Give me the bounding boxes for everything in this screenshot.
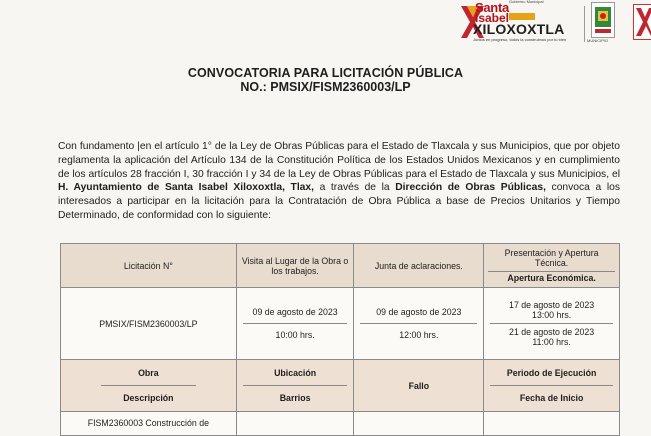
logo-subtagline: Juntos en progreso, todos la construimos por tu bien [473, 37, 567, 42]
para-ayuntamiento: H. Ayuntamiento de Santa Isabel Xiloxoxtla, Tlax, [58, 182, 314, 194]
header-descripcion: Descripción [123, 393, 174, 403]
header-junta: Junta de aclaraciones. [354, 244, 484, 288]
cell-obra: FISM2360003 Construcción de [61, 412, 237, 436]
ubicacion-divider [243, 385, 348, 386]
visita-fecha: 09 de agosto de 2023 [252, 307, 338, 317]
para-text-2: a través de la [314, 182, 396, 194]
cell-presentacion [484, 288, 620, 360]
visita-hora: 10:00 hrs. [275, 330, 315, 340]
header-obra-cell [61, 360, 237, 412]
secondary-x-logo-icon [633, 4, 651, 40]
header-divider [488, 271, 615, 272]
table-row [61, 288, 620, 360]
logo-xiloxotla-text: XILOXOXTLA [473, 21, 565, 37]
header-fecha-inicio: Fecha de Inicio [519, 393, 584, 403]
header-fallo: Fallo [354, 360, 484, 412]
table-row [61, 412, 620, 436]
header-visita: Visita al Lugar de la Obra o los trabajos. [236, 244, 354, 288]
junta-fecha: 09 de agosto de 2023 [376, 307, 462, 317]
header-obra: Obra [138, 368, 159, 378]
header-ubicacion-cell [236, 360, 354, 412]
cell-junta [354, 288, 484, 360]
header-licitacion: Licitación N° [61, 244, 237, 288]
junta-hora: 12:00 hrs. [399, 330, 439, 340]
logo-santa-text: Santa [475, 0, 509, 15]
periodo-divider [490, 385, 613, 386]
tecnica-fecha: 17 de agosto de 2023 [509, 300, 595, 310]
header-presentacion: Presentación y Apertura Técnica. [504, 248, 599, 268]
header-periodo: Periodo de Ejecución [506, 368, 597, 378]
tender-number: NO.: PMSIX/FISM2360003/LP [240, 80, 411, 94]
cell-visita [236, 288, 354, 360]
presentacion-divider [490, 323, 613, 324]
logo-divider [584, 6, 585, 42]
header-periodo-cell [484, 360, 620, 412]
cell-ubicacion [236, 412, 354, 436]
para-text-3: convoca a los interesados a participar en la licitación para la Contratación de Obra Pública a base de Precios Unitarios y Tiempo Determinado, de conformidad con lo siguiente: [58, 182, 620, 221]
intro-paragraph [58, 140, 620, 223]
visita-divider [243, 323, 348, 324]
economica-fecha: 21 de agosto de 2023 [509, 327, 595, 337]
tender-table [60, 243, 620, 436]
obra-divider [101, 385, 196, 386]
document-title: CONVOCATORIA PARA LICITACIÓN PÚBLICA [187, 66, 464, 80]
table-header-row [61, 244, 620, 288]
para-direccion: Dirección de Obras Públicas, [395, 182, 546, 194]
crest-label: MUNICIPIO [587, 38, 609, 43]
cell-periodo [484, 412, 620, 436]
cell-fallo [354, 412, 484, 436]
header-presentacion-cell [484, 244, 620, 288]
logo-isabel-text: Isabel [475, 11, 510, 25]
junta-divider [360, 323, 477, 324]
cell-licitacion: PMSIX/FISM2360003/LP [61, 288, 237, 360]
header-apertura-economica: Apertura Económica. [507, 273, 596, 283]
table-header-row-2 [61, 360, 620, 412]
municipal-crest-icon [591, 2, 615, 38]
economica-hora: 11:00 hrs. [532, 337, 571, 347]
header-logos [451, 0, 651, 48]
header-barrios: Barrios [279, 393, 311, 403]
logo-tagline: Gobierno Municipal [509, 0, 544, 4]
logo-accent-bar [509, 13, 535, 20]
tecnica-hora: 13:00 hrs. [532, 310, 572, 320]
header-ubicacion: Ubicación [274, 368, 317, 378]
para-text-1: Con fundamento |en el artículo 1° de la Ley de Obras Públicas para el Estado de Tlaxcala y sus Municipios, que por objeto reglamenta la aplicación del Artículo 134 de la Constitución Política de los Estados Unidos Mexicanos y en cumplimiento de los artículos 28 fracción I, 30 fracción I y 34 de la Ley de Obras Públicas para el Estado de Tlaxcala y sus Municipios, el [58, 141, 620, 180]
